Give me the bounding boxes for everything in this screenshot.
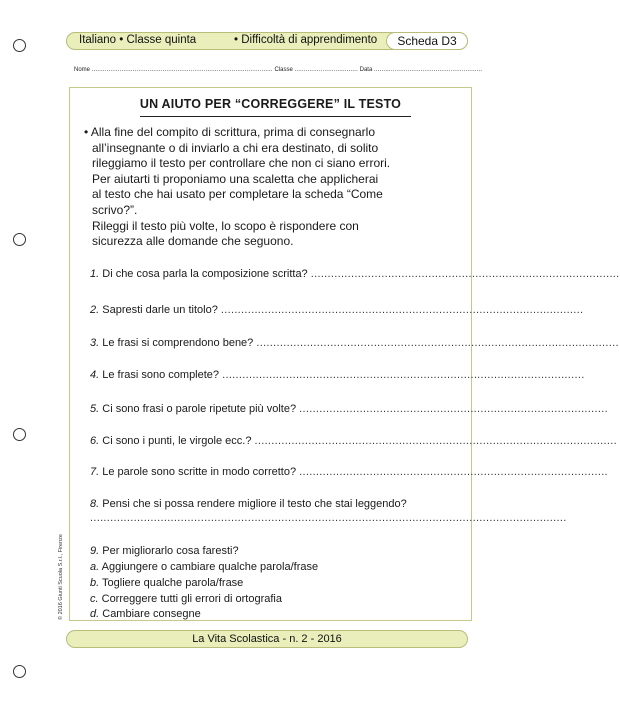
copyright-notice: © 2016 Giunti Scuola S.r.l., Firenze bbox=[58, 534, 64, 620]
option-c[interactable]: c. Correggere tutti gli errori di ortografia bbox=[90, 593, 282, 605]
option-b[interactable]: b. Togliere qualche parola/frase bbox=[90, 577, 244, 589]
answer-line[interactable]: ............................................................................................ bbox=[310, 268, 620, 280]
date-label: Data bbox=[359, 67, 373, 73]
binder-hole-2 bbox=[13, 233, 26, 246]
binder-hole-3 bbox=[13, 428, 26, 441]
class-line[interactable]: .................................. bbox=[294, 67, 358, 73]
binder-hole-4 bbox=[13, 665, 26, 678]
intro-line: sicurezza alle domande che seguono. bbox=[92, 234, 294, 249]
date-line[interactable]: .......................................................... bbox=[374, 67, 483, 73]
question-5[interactable]: 5. Ci sono frasi o parole ripetute più volte? ............................................................................................ bbox=[90, 403, 608, 415]
intro-line: Per aiutarti ti proponiamo una scaletta che applicherai bbox=[92, 171, 379, 186]
intro-line: scrivo?”. bbox=[92, 202, 138, 217]
answer-line[interactable]: ............................................................................................ bbox=[299, 403, 608, 415]
option-a[interactable]: a. Aggiungere o cambiare qualche parola/frase bbox=[90, 561, 319, 573]
intro-line: al testo che hai usato per completare la scheda “Come bbox=[92, 187, 383, 202]
title-underline bbox=[140, 116, 411, 117]
header-topic: • Difficoltà di apprendimento bbox=[234, 34, 378, 46]
answer-line[interactable]: ............................................................................................................ bbox=[254, 435, 617, 447]
header-subject: Italiano • Classe quinta bbox=[79, 34, 197, 46]
worksheet-card bbox=[69, 87, 620, 621]
answer-line[interactable]: ............................................................................................ bbox=[299, 466, 608, 478]
class-label: Classe bbox=[274, 67, 293, 73]
option-d[interactable]: d. Cambiare consegne bbox=[90, 608, 201, 620]
answer-line[interactable]: ............................................................................................................ bbox=[220, 304, 584, 316]
name-label: Nome bbox=[74, 67, 91, 73]
sheet-label: Scheda D3 bbox=[386, 32, 468, 50]
intro-paragraph bbox=[84, 125, 454, 250]
question-2[interactable]: 2. Sapresti darle un titolo? ............................................................................................................ bbox=[90, 304, 584, 316]
answer-line[interactable]: .............................................................................................................................................. bbox=[90, 512, 567, 524]
question-1[interactable]: 1. Di che cosa parla la composizione scritta? ............................................................................................ bbox=[90, 268, 620, 280]
question-7[interactable]: 7. Le parole sono scritte in modo corretto? ............................................................................................ bbox=[90, 466, 608, 478]
intro-line: rileggiamo il testo per controllare che non ci siano errori. bbox=[92, 156, 391, 171]
intro-line: Rileggi il testo più volte, lo scopo è rispondere con bbox=[92, 218, 359, 233]
question-6[interactable]: 6. Ci sono i punti, le virgole ecc.? ............................................................................................................ bbox=[90, 435, 617, 447]
answer-line[interactable]: ............................................................................................................ bbox=[256, 337, 619, 349]
student-fields bbox=[74, 67, 483, 73]
question-4[interactable]: 4. Le frasi sono complete? ............................................................................................................ bbox=[90, 369, 585, 381]
question-8: 8. Pensi che si possa rendere migliore il testo che stai leggendo? bbox=[90, 498, 407, 510]
binder-hole-1 bbox=[13, 39, 26, 52]
question-3[interactable]: 3. Le frasi si comprendono bene? ............................................................................................................ bbox=[90, 337, 619, 349]
question-9: 9. Per migliorarlo cosa faresti? bbox=[90, 545, 239, 557]
answer-line[interactable]: ............................................................................................................ bbox=[222, 369, 585, 381]
footer-bar: La Vita Scolastica - n. 2 - 2016 bbox=[66, 630, 468, 648]
intro-line: all’insegnante o di inviarlo a chi era destinato, di solito bbox=[92, 140, 379, 155]
worksheet-title: UN AIUTO PER “CORREGGERE” IL TESTO bbox=[139, 97, 402, 111]
header-bar bbox=[66, 32, 468, 50]
intro-line: • Alla fine del compito di scrittura, prima di consegnarlo bbox=[84, 125, 376, 139]
name-line[interactable]: ................................................................................................. bbox=[91, 67, 273, 73]
